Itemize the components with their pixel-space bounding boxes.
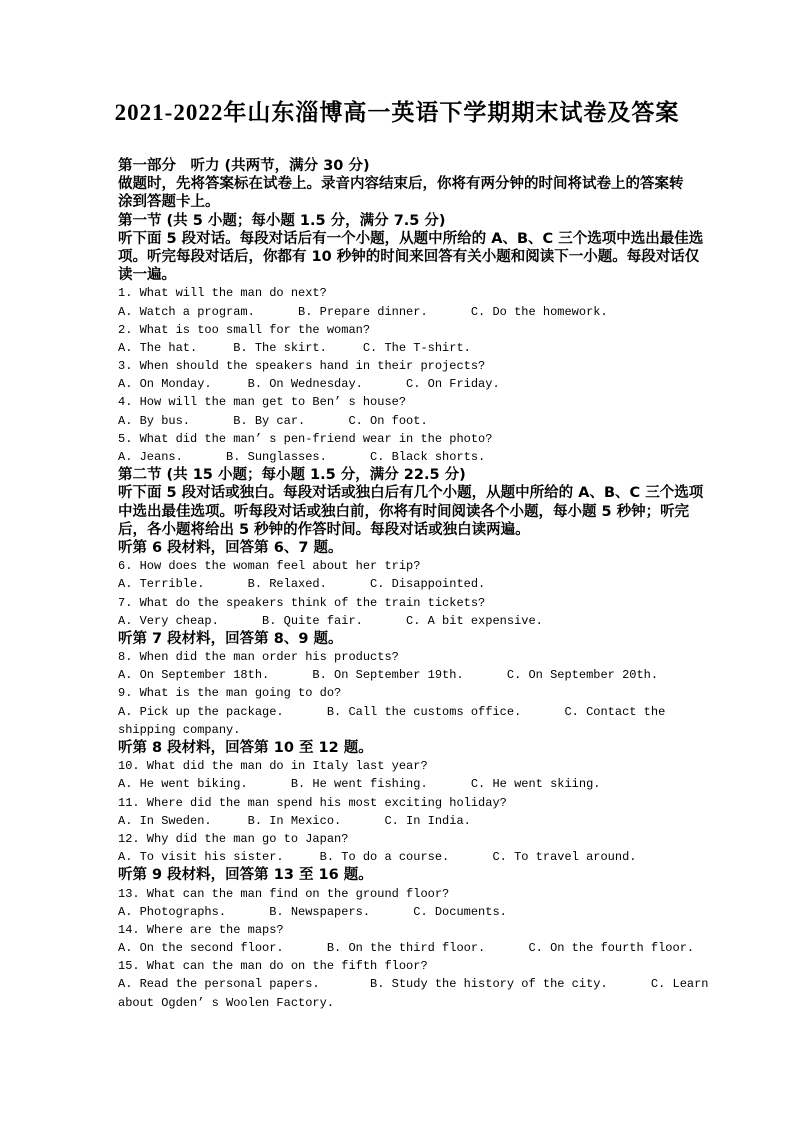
text-line: A. To visit his sister. B. To do a course. C. To travel around. bbox=[118, 850, 637, 865]
text-line: A. Jeans. B. Sunglasses. C. Black shorts. bbox=[118, 450, 486, 464]
text-line: A. Watch a program. B. Prepare dinner. C. Do the homework. bbox=[118, 304, 608, 319]
text-line: about Ogden’ s Woolen Factory. bbox=[118, 995, 335, 1010]
text-line: A. Very cheap. B. Quite fair. C. A bit expensive. bbox=[118, 613, 543, 628]
text-line: 5. What did the man’ s pen-friend wear in the photo? bbox=[118, 431, 493, 446]
text-line: 读一遍。 bbox=[118, 267, 176, 284]
text-line: 听下面 5 段对话。每段对话后有一个小题，从题中所给的 A、B、C 三个选项中选出最佳选 bbox=[118, 230, 704, 247]
document-body bbox=[118, 157, 718, 1012]
text-line: 8. When did the man order his products? bbox=[118, 650, 399, 665]
text-line: 2. What is too small for the woman? bbox=[118, 322, 371, 337]
text-line: 中选出最佳选项。听每段对话或独白前，你将有时间阅读各个小题，每小题 5 秒钟；听完 bbox=[118, 503, 690, 520]
text-line: 听下面 5 段对话或独白。每段对话或独白后有几个小题，从题中所给的 A、B、C 三个选项 bbox=[118, 485, 704, 502]
text-line: 第一部分 听力 (共两节，满分 30 分) bbox=[118, 158, 370, 174]
text-line: 第二节 (共 15 小题；每小题 1.5 分，满分 22.5 分) bbox=[118, 467, 466, 484]
text-line: 11. Where did the man spend his most exciting holiday? bbox=[118, 795, 507, 810]
text-line: A. On the second floor. B. On the third floor. C. On the fourth floor. bbox=[118, 941, 695, 956]
text-line: A. On Monday. B. On Wednesday. C. On Friday. bbox=[118, 377, 500, 392]
text-line: 涂到答题卡上。 bbox=[118, 194, 220, 211]
text-line: A. He went biking. B. He went fishing. C. He went skiing. bbox=[118, 777, 601, 792]
text-line: 做题时，先将答案标在试卷上。录音内容结束后，你将有两分钟的时间将试卷上的答案转 bbox=[118, 176, 684, 193]
text-line: 12. Why did the man go to Japan? bbox=[118, 831, 349, 846]
text-line: 14. Where are the maps? bbox=[118, 922, 284, 937]
text-line: A. Pick up the package. B. Call the customs office. C. Contact the bbox=[118, 704, 666, 719]
text-line: 15. What can the man do on the fifth floor? bbox=[118, 959, 428, 974]
text-line: A. The hat. B. The skirt. C. The T-shirt. bbox=[118, 340, 471, 355]
text-line: 项。听完每段对话后，你都有 10 秒钟的时间来回答有关小题和阅读下一小题。每段对话仅 bbox=[118, 248, 700, 265]
text-line: 后，各小题将给出 5 秒钟的作答时间。每段对话或独白读两遍。 bbox=[118, 521, 530, 538]
text-line: 听第 6 段材料，回答第 6、7 题。 bbox=[118, 539, 343, 556]
text-line: 7. What do the speakers think of the train tickets? bbox=[118, 595, 486, 610]
text-line: 第一节 (共 5 小题；每小题 1.5 分，满分 7.5 分) bbox=[118, 212, 446, 229]
text-line: shipping company. bbox=[118, 722, 241, 737]
text-line: 13. What can the man find on the ground floor? bbox=[118, 886, 450, 901]
text-line: A. By bus. B. By car. C. On foot. bbox=[118, 413, 428, 428]
text-line: 听第 7 段材料，回答第 8、9 题。 bbox=[118, 630, 343, 647]
text-line: 听第 8 段材料，回答第 10 至 12 题。 bbox=[118, 740, 373, 756]
text-line: 3. When should the speakers hand in their projects? bbox=[118, 359, 486, 374]
text-line: A. On September 18th. B. On September 19th. C. On September 20th. bbox=[118, 668, 659, 683]
text-line: 听第 9 段材料，回答第 13 至 16 题。 bbox=[118, 867, 373, 884]
text-line: A. Photographs. B. Newspapers. C. Documents. bbox=[118, 904, 507, 919]
text-line: 4. How will the man get to Ben’ s house? bbox=[118, 395, 407, 410]
text-line: A. Read the personal papers. B. Study the history of the city. C. Learn bbox=[118, 977, 709, 992]
text-line: A. Terrible. B. Relaxed. C. Disappointed. bbox=[118, 577, 486, 592]
page-title: 2021-2022年山东淄博高一英语下学期期末试卷及答案 bbox=[114, 100, 680, 125]
text-line: 1. What will the man do next? bbox=[118, 286, 327, 301]
text-line: 9. What is the man going to do? bbox=[118, 686, 342, 701]
text-line: A. In Sweden. B. In Mexico. C. In India. bbox=[118, 813, 471, 828]
text-line: 6. How does the woman feel about her trip? bbox=[118, 559, 421, 574]
text-line: 10. What did the man do in Italy last year? bbox=[118, 759, 428, 774]
